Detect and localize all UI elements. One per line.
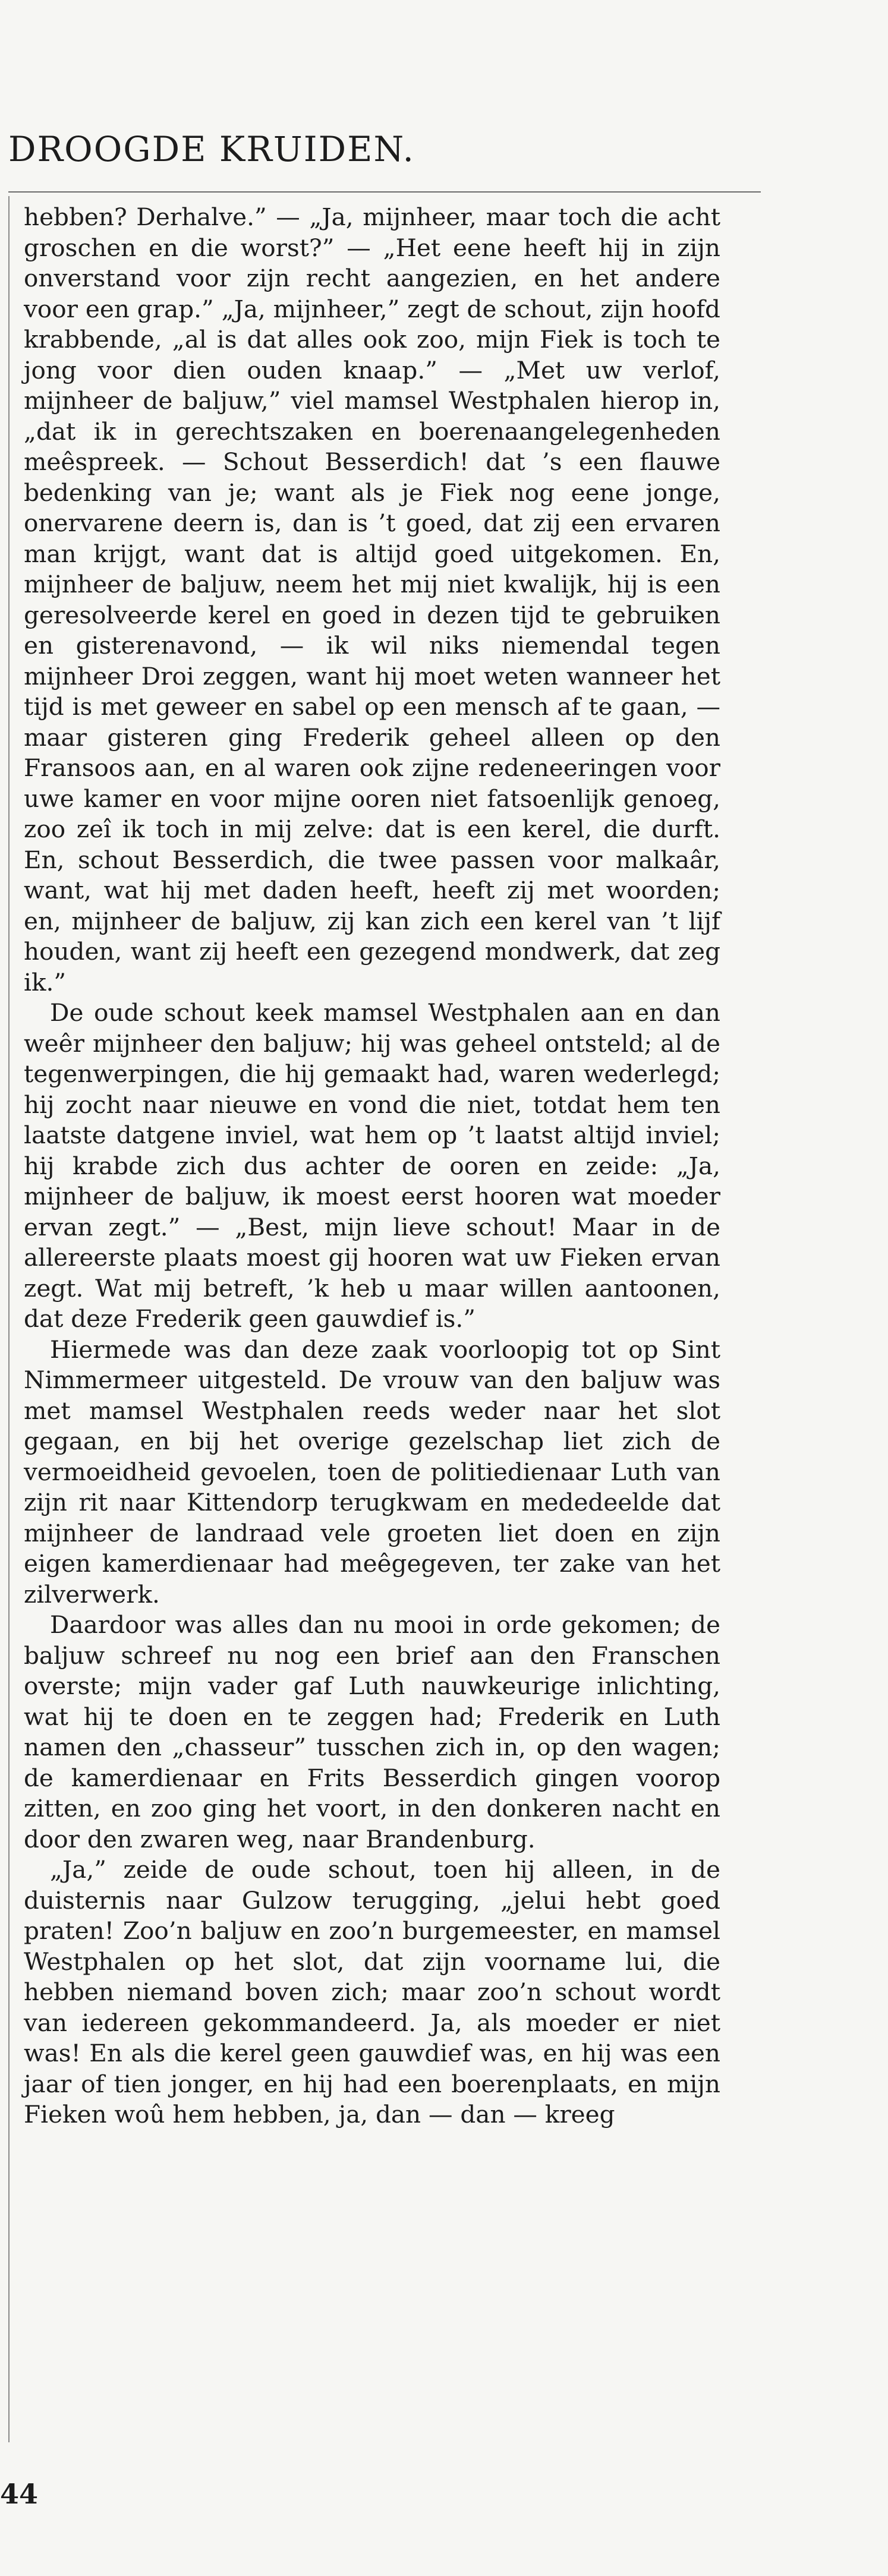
header-rule — [8, 191, 761, 193]
body-text — [24, 202, 720, 2130]
running-header: DROOGDE KRUIDEN. — [8, 129, 415, 169]
paragraph-1: hebben? Derhalve.” — „Ja, mijnheer, maar toch die acht groschen en die worst?” — „Het eene heeft hij in zijn onverstand voor zijn recht aangezien, en het andere voor een grap.” „Ja, mijnheer,” zegt de schout, zijn hoofd krabbende, „al is dat alles ook zoo, mijn Fiek is toch te jong voor dien ouden knaap.” — „Met uw verlof, mijnheer de baljuw,” viel mamsel Westphalen hierop in, „dat ik in gerechtszaken en boerenaangelegenheden meêspreek. — Schout Besserdich! dat ’s een flauwe bedenking van je; want als je Fiek nog eene jonge, onervarene deern is, dan is ’t goed, dat zij een ervaren man krijgt, want dat is altijd goed uitgekomen. En, mijnheer de baljuw, neem het mij niet kwalijk, hij is een geresolveerde kerel en goed in dezen tijd te gebruiken en gisterenavond, — ik wil niks niemendal tegen mijnheer Droi zeggen, want hij moet weten wanneer het tijd is met geweer en sabel op een mensch af te gaan, — maar gisteren ging Frederik geheel alleen op den Fransoos aan, en al waren ook zijne redeneeringen voor uwe kamer en voor mijne ooren niet fatsoenlijk genoeg, zoo zeî ik toch in mij zelve: dat is een kerel, die durft. En, schout Besserdich, die twee passen voor malkaâr, want, wat hij met daden heeft, heeft zij met woorden; en, mijnheer de baljuw, zij kan zich een kerel van ’t lijf houden, want zij heeft een gezegend mondwerk, dat zeg ik.” — [24, 203, 720, 997]
page-number: 44 — [0, 2478, 39, 2510]
paragraph-5: „Ja,” zeide de oude schout, toen hij alleen, in de duisternis naar Gulzow terugging, „jelui hebt goed praten! Zoo’n baljuw en zoo’n burgemeester, en mamsel Westphalen op het slot, dat zijn voorname lui, die hebben niemand boven zich; maar zoo’n schout wordt van iedereen gekommandeerd. Ja, als moeder er niet was! En als die kerel geen gauwdief was, en hij was een jaar of tien jonger, en hij had een boerenplaats, en mijn Fieken woû hem hebben, ja, dan — dan — kreeg — [24, 1855, 720, 2129]
paragraph-3: Hiermede was dan deze zaak voorloopig tot op Sint Nimmermeer uitgesteld. De vrouw van den baljuw was met mamsel Westphalen reeds weder naar het slot gegaan, en bij het overige gezelschap liet zich de vermoeidheid gevoelen, toen de politiedienaar Luth van zijn rit naar Kittendorp terugkwam en mededeelde dat mijnheer de landraad vele groeten liet doen en zijn eigen kamerdienaar had meêgegeven, ter zake van het zilverwerk. — [24, 1335, 720, 1609]
paragraph-4: Daardoor was alles dan nu mooi in orde gekomen; de baljuw schreef nu nog een brief aan den Franschen overste; mijn vader gaf Luth nauwkeurige inlichting, wat hij te doen en te zeggen had; Frederik en Luth namen den „chasseur” tusschen zich in, op den wagen; de kamerdienaar en Frits Besserdich gingen voorop zitten, en zoo ging het voort, in den donkeren nacht en door den zwaren weg, naar Brandenburg. — [24, 1610, 720, 1853]
paragraph-2: De oude schout keek mamsel Westphalen aan en dan weêr mijnheer den baljuw; hij was geheel ontsteld; al de tegenwerpingen, die hij gemaakt had, waren wederlegd; hij zocht naar nieuwe en vond die niet, totdat hem ten laatste datgene inviel, wat hem op ’t laatst altijd inviel; hij krabde zich dus achter de ooren en zeide: „Ja, mijnheer de baljuw, ik moest eerst hooren wat moeder ervan zegt.” — „Best, mijn lieve schout! Maar in de allereerste plaats moest gij hooren wat uw Fieken ervan zegt. Wat mij betreft, ’k heb u maar willen aantoonen, dat deze Frederik geen gauwdief is.” — [24, 998, 720, 1333]
left-margin-line — [8, 196, 10, 2442]
